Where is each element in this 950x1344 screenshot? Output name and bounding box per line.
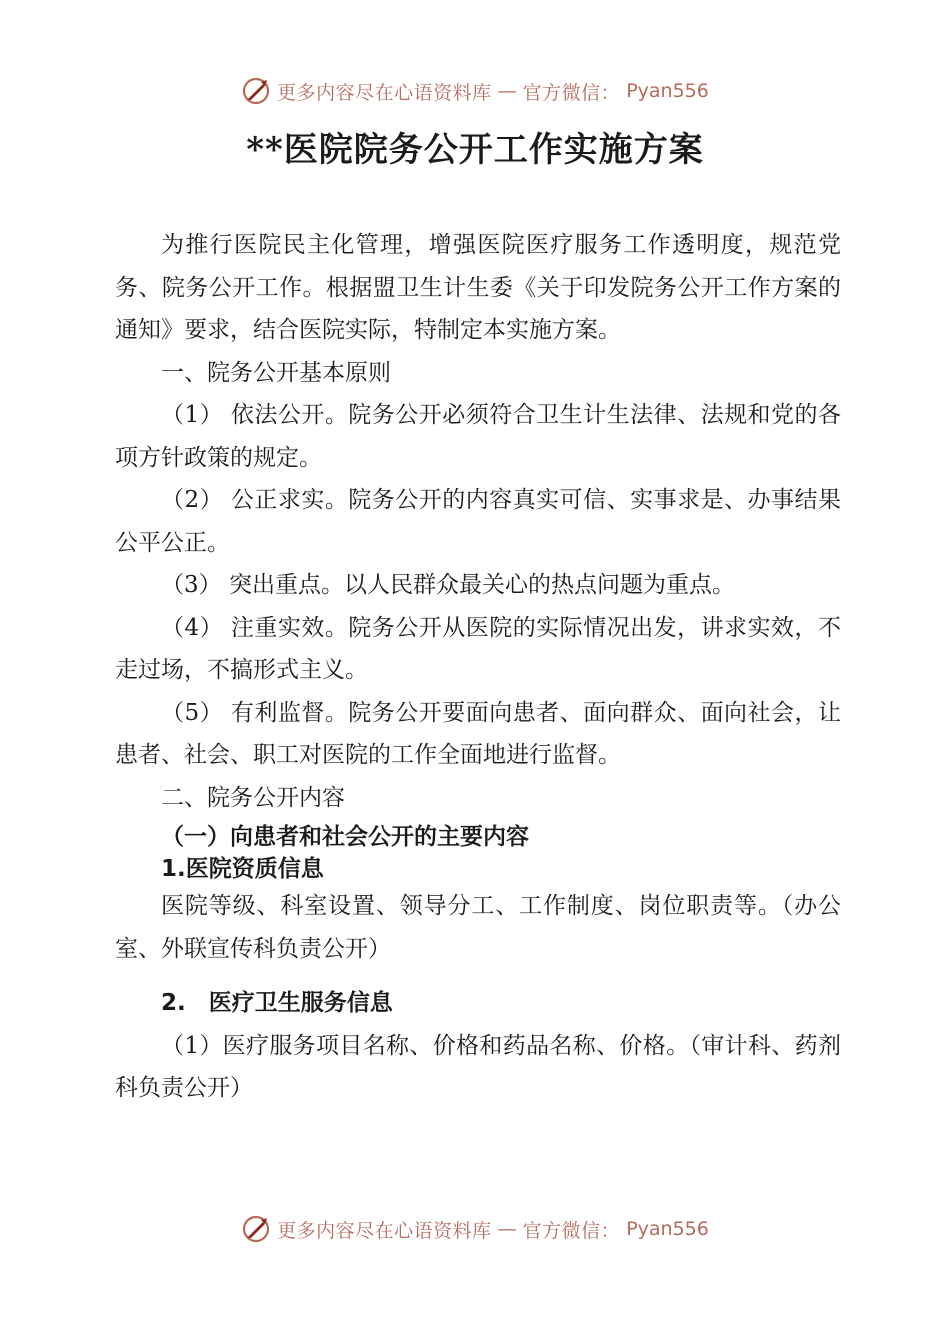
watermark-handle: Pyan556 — [626, 80, 709, 102]
watermark-label: 官方微信： — [522, 1219, 621, 1242]
watermark-text: 更多内容尽在心语资料库 — [277, 81, 492, 104]
principle-item-4: （4） 注重实效。院务公开从医院的实际情况出发，讲求实效，不走过场，不搞形式主义。 — [115, 614, 841, 683]
watermark-separator: — — [497, 1218, 517, 1240]
watermark-handle: Pyan556 — [626, 1218, 709, 1240]
document-title: **医院院务公开工作实施方案 — [246, 130, 704, 170]
watermark-separator: — — [497, 80, 517, 102]
watermark-bottom — [0, 1214, 950, 1244]
watermark-top — [0, 76, 950, 106]
item2-heading: 2. 医疗卫生服务信息 — [161, 990, 393, 1016]
principle-item-3: （3） 突出重点。以人民群众最关心的热点问题为重点。 — [161, 572, 735, 598]
document-body — [115, 224, 841, 1110]
item1-text: 医院等级、科室设置、领导分工、工作制度、岗位职责等。（办公室、外联宣传科负责公开） — [115, 893, 841, 962]
quill-logo-icon — [241, 1214, 271, 1244]
watermark-label: 官方微信： — [522, 81, 621, 104]
quill-logo-icon — [241, 76, 271, 106]
principle-item-5: （5） 有利监督。院务公开要面向患者、面向群众、面向社会，让患者、社会、职工对医院的工作全面地进行监督。 — [115, 699, 841, 768]
intro-paragraph: 为推行医院民主化管理，增强医院医疗服务工作透明度，规范党务、院务公开工作。根据盟卫生计生委《关于印发院务公开工作方案的通知》要求，结合医院实际，特制定本实施方案。 — [115, 232, 841, 343]
section2-subheading: （一）向患者和社会公开的主要内容 — [161, 824, 529, 850]
section2-heading: 二、院务公开内容 — [161, 784, 345, 811]
section1-heading: 一、院务公开基本原则 — [161, 359, 391, 386]
watermark-text: 更多内容尽在心语资料库 — [277, 1219, 492, 1242]
item2-text: （1）医疗服务项目名称、价格和药品名称、价格。（审计科、药剂科负责公开） — [115, 1032, 841, 1101]
principle-item-1: （1） 依法公开。院务公开必须符合卫生计生法律、法规和党的各项方针政策的规定。 — [115, 402, 841, 471]
principle-item-2: （2） 公正求实。院务公开的内容真实可信、实事求是、办事结果公平公正。 — [115, 487, 841, 556]
item1-heading: 1.医院资质信息 — [161, 856, 324, 882]
